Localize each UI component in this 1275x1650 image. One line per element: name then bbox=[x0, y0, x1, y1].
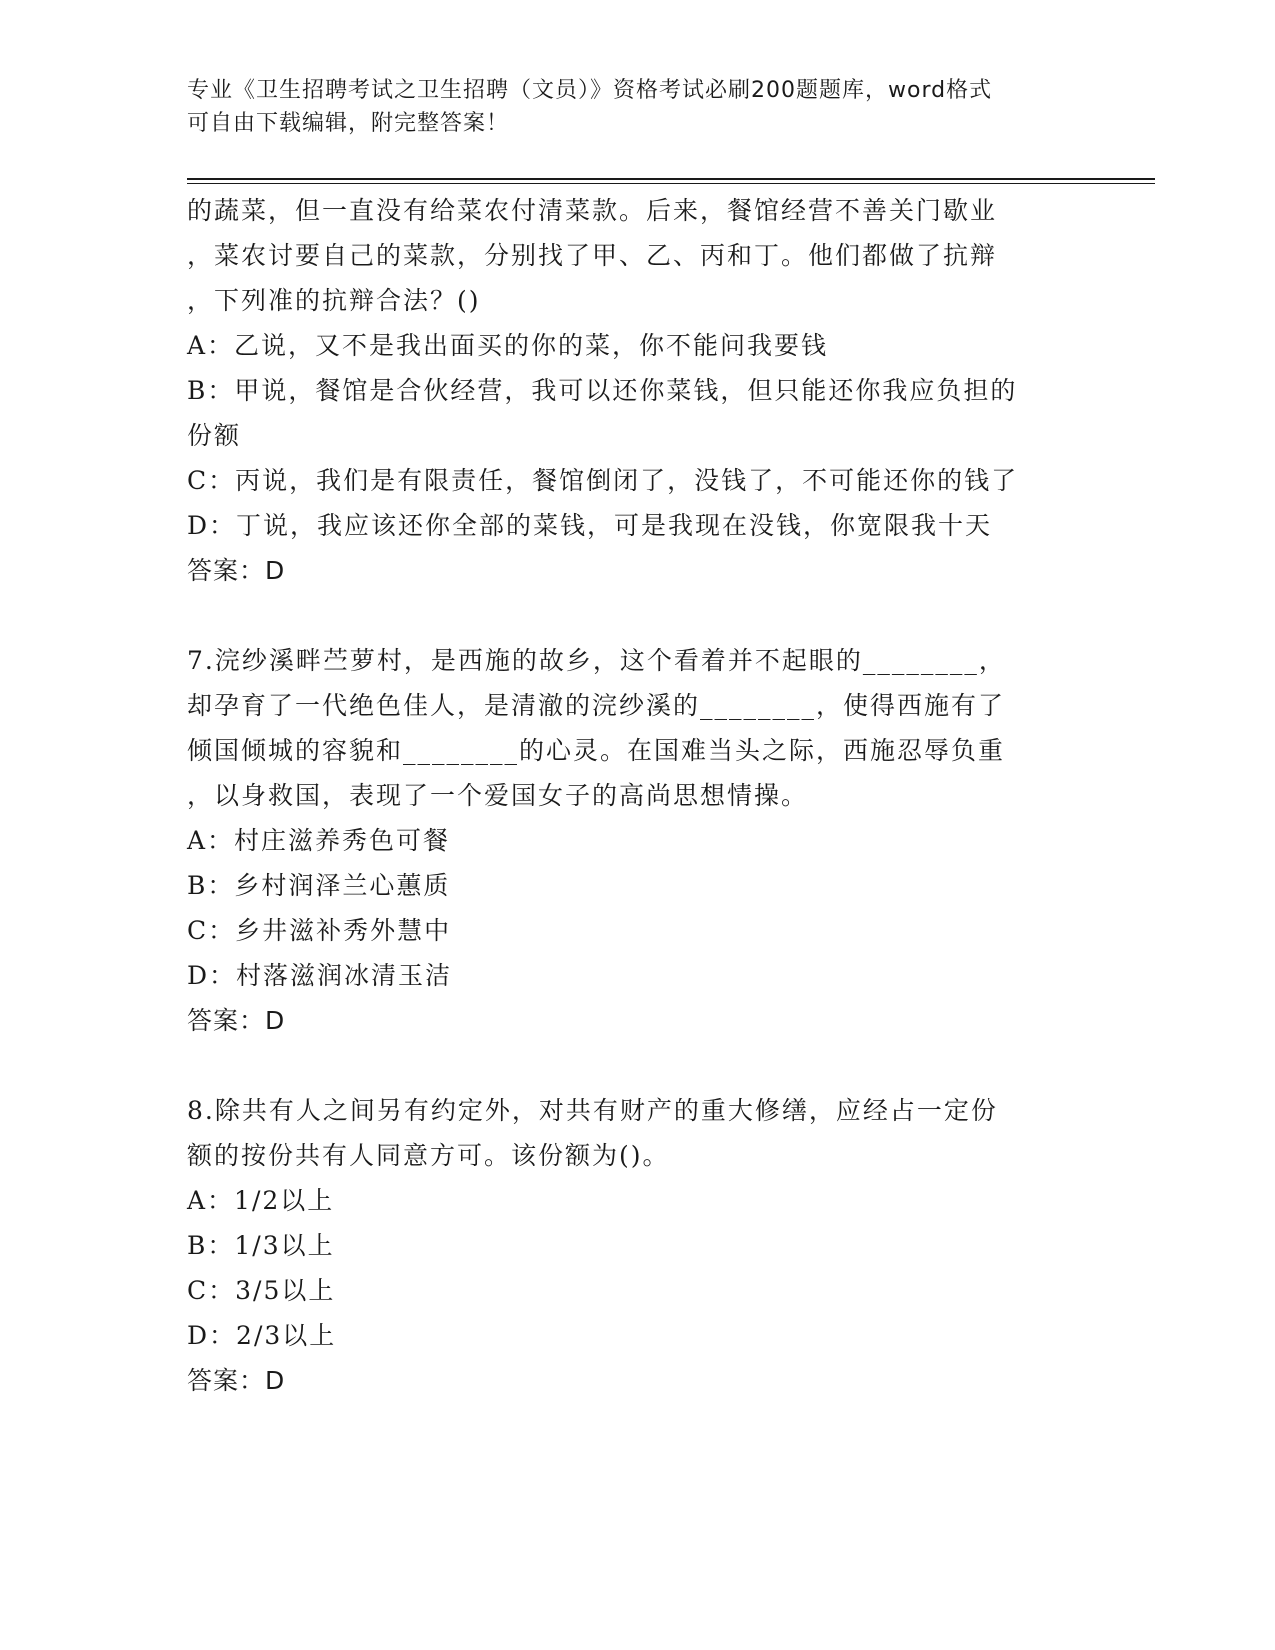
question-text-line: 却孕育了一代绝色佳人，是清澈的浣纱溪的________，使得西施有了 bbox=[187, 691, 1006, 720]
header-line-2: 可自由下载编辑，附完整答案！ bbox=[187, 111, 510, 136]
option-b: B：甲说，餐馆是合伙经营，我可以还你菜钱，但只能还你我应负担的 bbox=[187, 376, 1018, 405]
option-a: A：1/2以上 bbox=[187, 1186, 335, 1215]
option-a: A：乙说，又不是我出面买的你的菜，你不能问我要钱 bbox=[187, 331, 829, 360]
option-c: C：丙说，我们是有限责任，餐馆倒闭了，没钱了，不可能还你的钱了 bbox=[187, 466, 1019, 495]
header-divider-thick bbox=[187, 178, 1155, 180]
question-text-line: 8.除共有人之间另有约定外，对共有财产的重大修缮，应经占一定份 bbox=[187, 1096, 998, 1125]
spacer bbox=[187, 1043, 1097, 1088]
question-6 bbox=[187, 188, 1097, 593]
question-text-line: ，下列准的抗辩合法？() bbox=[187, 286, 481, 315]
header-line-1: 专业《卫生招聘考试之卫生招聘（文员）》资格考试必刷200题题库，word格式 bbox=[187, 78, 993, 103]
spacer bbox=[187, 593, 1097, 638]
question-8 bbox=[187, 1088, 1097, 1403]
option-c: C：乡井滋补秀外慧中 bbox=[187, 916, 452, 945]
question-text-line: 的蔬菜，但一直没有给菜农付清菜款。后来，餐馆经营不善关门歇业 bbox=[187, 196, 998, 225]
question-text-line: 额的按份共有人同意方可。该份额为()。 bbox=[187, 1141, 670, 1170]
option-b: B：乡村润泽兰心蕙质 bbox=[187, 871, 451, 900]
question-text-line: ，以身救国，表现了一个爱国女子的高尚思想情操。 bbox=[187, 781, 809, 810]
option-d: D：丁说，我应该还你全部的菜钱，可是我现在没钱，你宽限我十天 bbox=[187, 511, 993, 540]
question-7 bbox=[187, 638, 1097, 1043]
document-header bbox=[187, 74, 1087, 140]
question-text-line: 7.浣纱溪畔苎萝村，是西施的故乡，这个看着并不起眼的________， bbox=[187, 646, 1006, 675]
answer-line: 答案：D bbox=[187, 556, 286, 585]
answer-line: 答案：D bbox=[187, 1006, 286, 1035]
option-b-continued: 份额 bbox=[187, 421, 242, 450]
option-b: B：1/3以上 bbox=[187, 1231, 335, 1260]
question-text-line: 倾国倾城的容貌和________的心灵。在国难当头之际，西施忍辱负重 bbox=[187, 736, 1006, 765]
document-body bbox=[187, 188, 1097, 1403]
question-text-line: ，菜农讨要自己的菜款，分别找了甲、乙、丙和丁。他们都做了抗辩 bbox=[187, 241, 998, 270]
header-divider-thin bbox=[187, 183, 1155, 184]
option-c: C：3/5以上 bbox=[187, 1276, 336, 1305]
option-a: A：村庄滋养秀色可餐 bbox=[187, 826, 451, 855]
option-d: D：村落滋润冰清玉洁 bbox=[187, 961, 453, 990]
option-d: D：2/3以上 bbox=[187, 1321, 337, 1350]
answer-line: 答案：D bbox=[187, 1366, 286, 1395]
